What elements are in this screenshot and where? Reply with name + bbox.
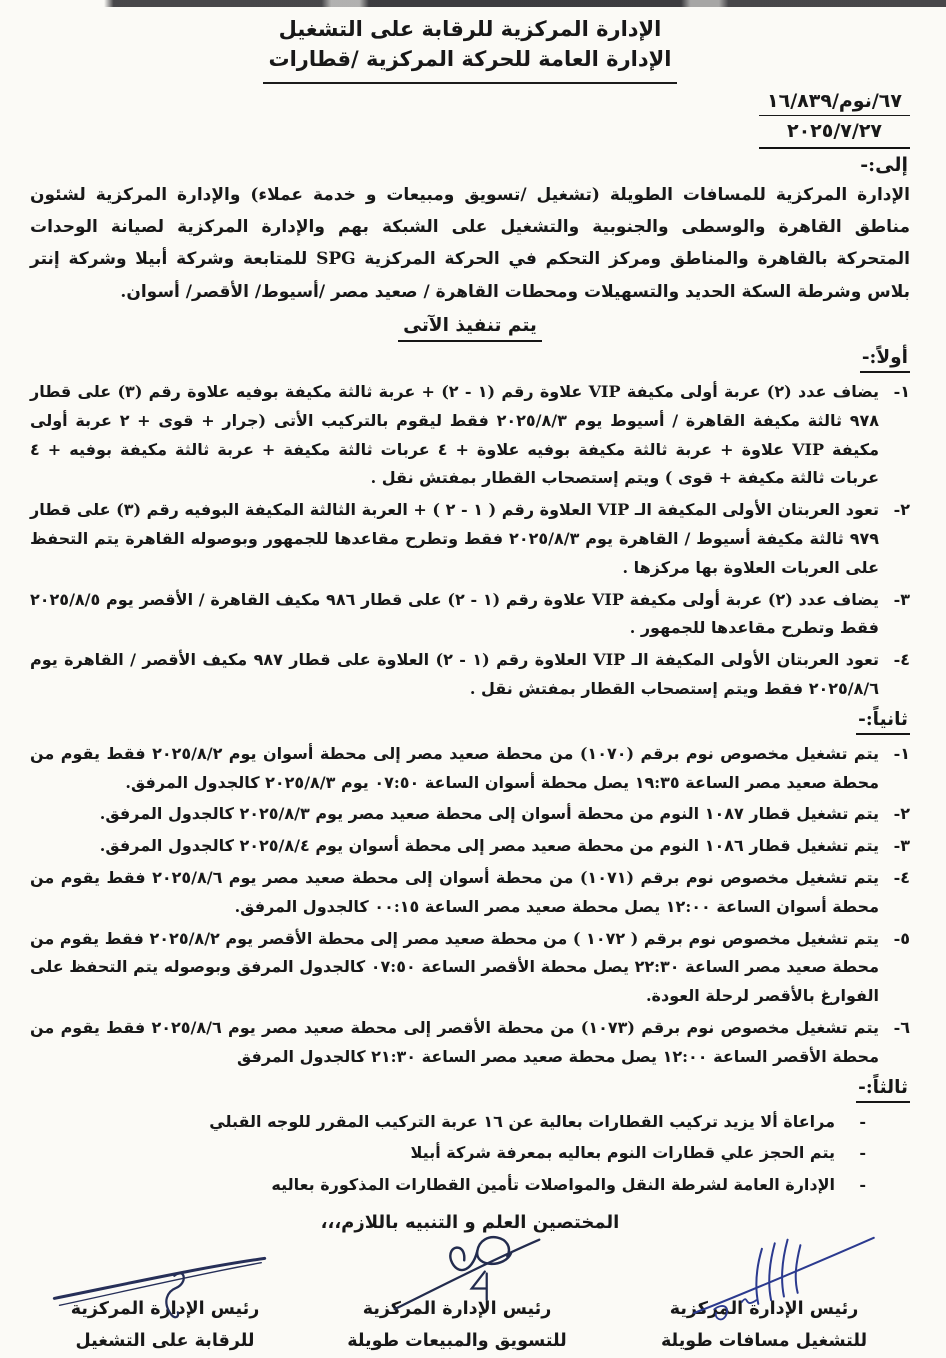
item-number: -	[859, 1143, 866, 1163]
list-item	[30, 586, 910, 644]
closing-line: المختصين العلم و التنبيه باللازم،،،	[320, 1211, 620, 1233]
item-text: يتم تشغيل مخصوص نوم برقم (١٠٧٠) من محطة صعيد مصر إلى محطة أسوان يوم ٢٠٢٥/٨/٢ فقط يقوم من محطة صعيد مصر الساعة ١٩:٣٥ يصل محطة أسوان الساعة ٠٧:٥٠ يوم ٢٠٢٥/٨/٣ كالجدول المرفق.	[30, 743, 880, 792]
signature-title: رئيس الإدارة المركزية	[70, 1298, 260, 1319]
signature-row	[30, 1235, 910, 1358]
item-text: يتم تشغيل قطار ١٠٨٦ النوم من محطة صعيد مصر إلى محطة أسوان يوم ٢٠٢٥/٨/٤ كالجدول المرفق.	[99, 836, 879, 856]
reference-date: ٢٠٢٥/٧/٢٧	[759, 116, 910, 149]
signature-title: رئيس الإدارة المركزية	[669, 1298, 859, 1319]
item-number: ٢-	[893, 804, 910, 824]
item-text: يتم الحجز علي قطارات النوم بعاليه بمعرفة شركة أبيلا	[410, 1143, 835, 1163]
list-item	[30, 864, 910, 922]
sections-container	[30, 347, 910, 1200]
list-item	[30, 832, 910, 861]
section-heading	[30, 347, 910, 373]
list-item	[30, 925, 910, 1011]
item-number: ١-	[893, 382, 910, 402]
reference-block	[759, 90, 910, 149]
item-number: ٤-	[893, 650, 910, 670]
letterhead	[30, 0, 910, 84]
section-heading-label: ثالثاً:-	[856, 1077, 910, 1103]
item-number: ١-	[893, 743, 910, 763]
list-item	[30, 740, 910, 798]
list-item	[30, 1171, 910, 1200]
signature-block	[620, 1235, 908, 1358]
list-item	[30, 1014, 910, 1072]
item-text: مراعاة ألا يزيد تركيب القطارات بعالية عن ١٦ عربة التركيب المقرر للوجه القبلي	[209, 1111, 835, 1131]
list-item	[30, 800, 910, 829]
list-item	[30, 1139, 910, 1168]
section-heading-label: ثانياً:-	[856, 709, 910, 735]
item-text: الإدارة العامة لشرطة النقل والمواصلات تأمين القطارات المذكورة بعاليه	[271, 1175, 835, 1195]
item-number: ٣-	[893, 589, 910, 609]
signature-subtitle: للرقابة على التشغيل	[75, 1331, 255, 1352]
item-text: يتم تشغيل مخصوص نوم برقم (١٠٧١) من محطة أسوان إلى محطة صعيد مصر يوم ٢٠٢٥/٨/٦ فقط يقوم من محطة أسوان الساعة ١٢:٠٠ يصل محطة صعيد مصر الساعة ٠٠:١٥ كالجدول المرفق.	[30, 868, 880, 916]
item-text: تعود العربتان الأولى المكيفة الـ VIP العلاوة رقم ( ١ - ٢ ) + العربة الثالثة المكيفة البوفيه رقم (٣) على قطار ٩٧٩ ثالثة مكيفة أسيوط / القاهرة يوم ٢٠٢٥/٨/٣ فقط وتطرح مقاعدها للجمهور وبوصوله القاهرة يتم التحفظ على العربات العلاوة بها مركزها .	[30, 500, 880, 577]
signature-subtitle: للتسويق والمبيعات طويلة	[347, 1331, 567, 1352]
item-text: يضاف عدد (٢) عربة أولى مكيفة VIP علاوة رقم (١ - ٢) + عربة ثالثة مكيفة بوفيه علاوة رقم (٣) على قطار ٩٧٨ ثالثة مكيفة القاهرة / أسيوط يوم ٢٠٢٥/٨/٣ فقط ليقوم بالتركيب الأتى (جرار + قوى + ٢ عربة أولى مكيفة VIP علاوة + عربة ثالثة مكيفة بوفيه علاوة + ٤ عربات ثالثة مكيفة + عربة ثالثة مكيفة بوفيه + ٤ عربات ثالثة مكيفة + قوى ) ويتم إستصحاب القطار بمفتش نقل .	[30, 382, 880, 488]
reference-number: ٦٧/نوم/١٦/٨٣٩	[759, 90, 910, 116]
list-item	[30, 378, 910, 493]
signature-block	[302, 1235, 612, 1358]
signature-block	[36, 1235, 294, 1358]
item-number: -	[859, 1175, 866, 1195]
item-text: يتم تشغيل مخصوص نوم برقم (١٠٧٣) من محطة الأقصر إلى محطة صعيد مصر يوم ٢٠٢٥/٨/٦ فقط يقوم من محطة الأقصر الساعة ١٢:٠٠ يصل محطة صعيد مصر الساعة ٢١:٣٠ كالجدول المرفق	[30, 1018, 879, 1066]
directive-title: يتم تنفيذ الآتى	[398, 315, 542, 342]
signature-title: رئيس الإدارة المركزية	[362, 1298, 552, 1319]
item-number: ٣-	[893, 836, 910, 856]
item-text: يضاف عدد (٢) عربة أولى مكيفة VIP علاوة رقم (١ - ٢) على قطار ٩٨٦ مكيف القاهرة / الأقصر يوم ٢٠٢٥/٨/٥ فقط وتطرح مقاعدها للجمهور .	[30, 589, 880, 638]
scan-artifact-band	[0, 0, 946, 7]
item-number: -	[859, 1111, 866, 1131]
item-text: يتم تشغيل قطار ١٠٨٧ النوم من محطة أسوان إلى محطة صعيد مصر يوم ٢٠٢٥/٨/٣ كالجدول المرفق.	[99, 804, 879, 824]
section-heading	[30, 709, 910, 735]
recipients-paragraph: الإدارة المركزية للمسافات الطويلة (تشغيل /تسويق ومبيعات و خدمة عملاء) والإدارة المركزية لشئون مناطق القاهرة والوسطى والجنوبية والتشغيل على الشبكة بهم والإدارة المركزية لصيانة الوحدات المتحركة بالقاهرة والمناطق ومركز التحكم في الحركة المركزية SPG للمتابعة وشركة أبيلا وشركة إنتر بلاس وشرطة السكة الحديد والتسهيلات ومحطات القاهرة / صعيد مصر /أسيوط/ الأقصر/ أسوان.	[30, 184, 910, 302]
item-number: ٢-	[893, 500, 910, 520]
list-item	[30, 646, 910, 704]
section-heading-label: أولاً:-	[860, 347, 910, 373]
item-text: تعود العربتان الأولى المكيفة الـ VIP العلاوة رقم (١ - ٢) العلاوة على قطار ٩٨٧ مكيف الأقصر / القاهرة يوم ٢٠٢٥/٨/٦ فقط ويتم إستصحاب القطار بمفتش نقل .	[30, 650, 880, 699]
to-label: إلى:-	[860, 153, 908, 176]
item-text: يتم تشغيل مخصوص نوم برقم ( ١٠٧٢ ) من محطة صعيد مصر إلى محطة الأقصر يوم ٢٠٢٥/٨/٢ فقط يقوم من محطة صعيد مصر الساعة ٢٢:٣٠ يصل محطة الأقصر الساعة ٠٧:٥٠ كالجدول المرفق وبوصوله يتم التحفظ على الفوارغ بالأقصر لرحلة العودة.	[30, 928, 880, 1006]
section-heading	[30, 1077, 910, 1103]
letterhead-text	[263, 14, 678, 84]
list-item	[30, 1108, 910, 1137]
item-number: ٤-	[893, 868, 910, 888]
item-number: ٥-	[893, 928, 910, 948]
signature-subtitle: للتشغيل مسافات طويلة	[660, 1331, 868, 1352]
letterhead-line2: الإدارة العامة للحركة المركزية /قطارات	[268, 46, 672, 72]
list-item	[30, 496, 910, 582]
directive-title-row	[30, 315, 910, 342]
item-number: ٦-	[893, 1018, 910, 1037]
letterhead-line1: الإدارة المركزية للرقابة على التشغيل	[278, 16, 662, 41]
